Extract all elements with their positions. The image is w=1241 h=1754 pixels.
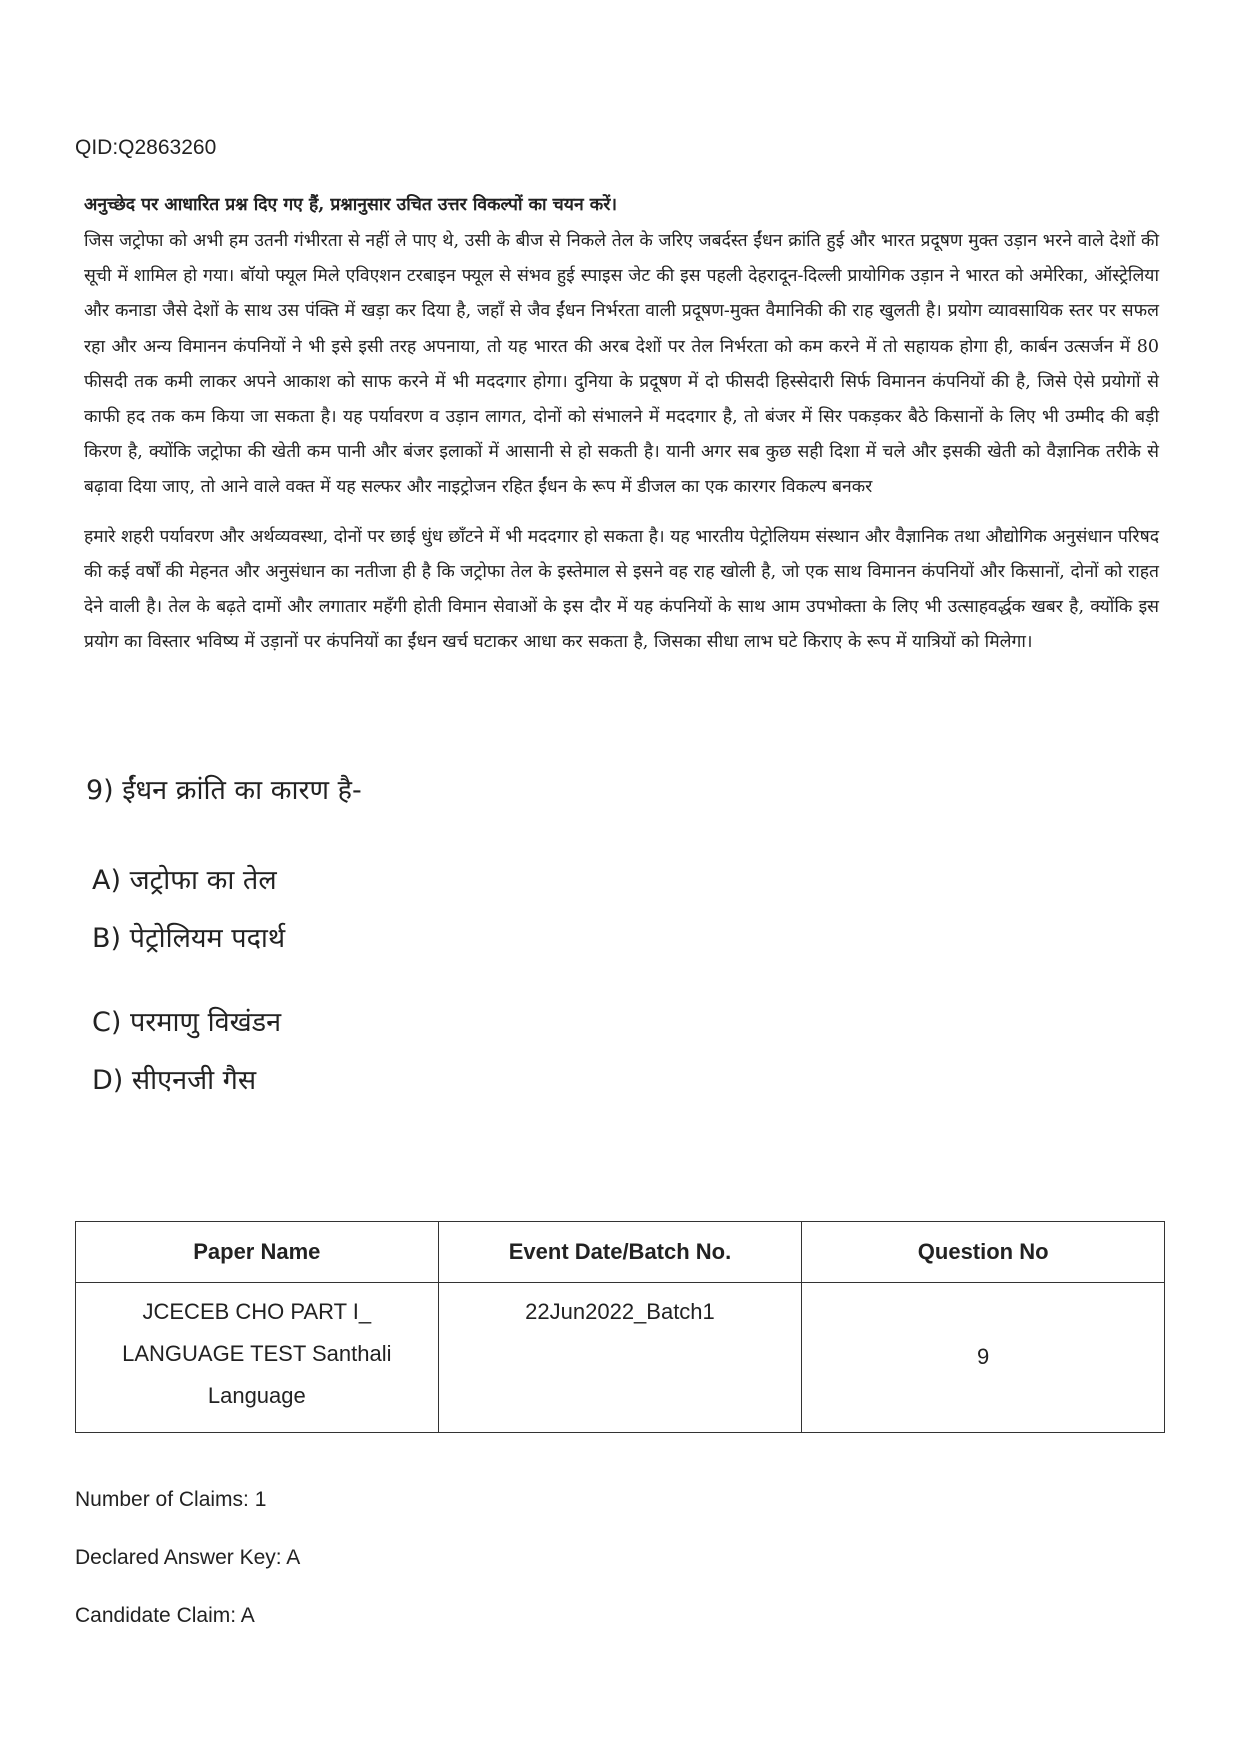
passage-paragraph-2: हमारे शहरी पर्यावरण और अर्थव्यवस्था, दोनों पर छाई धुंध छाँटने में भी मददगार हो सकता है। यह भारतीय पेट्रोलियम संस्थान और वैज्ञानिक तथा औद्योगिक अनुसंधान परिषद की कई वर्षों की मेहनत और अनुसंधान का नतीजा ही है कि जट्रोफा तेल के इस्तेमाल से इसने वह राह खोली है, जो एक साथ विमानन कंपनियों और किसानों, दोनों को राहत देने वाली है। तेल के बढ़ते दामों और लगातार महँगी होती विमान सेवाओं के इस दौर में यह कंपनियों के साथ आम उपभोक्ता के लिए भी उत्साहवर्द्धक खबर है, क्योंकि इस प्रयोग का विस्तार भविष्य में उड़ानों पर कंपनियों का ईंधन खर्च घटाकर आधा कर सकता है, जिसका सीधा लाभ घटे किराए के रूप में यात्रियों को मिलेगा। xyxy=(84,526,1159,653)
question-info-table xyxy=(75,1221,1165,1433)
header-event-date: Event Date/Batch No. xyxy=(438,1222,802,1283)
option-b: B) पेट्रोलियम पदार्थ xyxy=(92,923,286,954)
cell-paper-name xyxy=(76,1283,439,1433)
question-text: 9) ईंधन क्रांति का कारण है- xyxy=(86,775,362,806)
passage xyxy=(84,190,1159,660)
option-d: D) सीएनजी गैस xyxy=(92,1065,257,1096)
header-question-no: Question No xyxy=(802,1222,1165,1283)
cell-event-date: 22Jun2022_Batch1 xyxy=(438,1283,802,1433)
paper-name-line-2: LANGUAGE TEST Santhali xyxy=(122,1341,392,1366)
paper-name-line-1: JCECEB CHO PART I_ xyxy=(142,1299,372,1324)
passage-paragraph-1: जिस जट्रोफा को अभी हम उतनी गंभीरता से नहीं ले पाए थे, उसी के बीज से निकले तेल के जरिए जबर्दस्त ईंधन क्रांति हुई और भारत प्रदूषण मुक्त उड़ान भरने वाले देशों की सूची में शामिल हो गया। बॉयो फ्यूल मिले एविएशन टरबाइन फ्यूल से संभव हुई स्पाइस जेट की इस पहली देहरादून-दिल्ली प्रायोगिक उड़ान ने भारत को अमेरिका, ऑस्ट्रेलिया और कनाडा जैसे देशों के साथ उस पंक्ति में खड़ा कर दिया है, जहाँ से जैव ईंधन निर्भरता वाली प्रदूषण-मुक्त वैमानिकी की राह खुलती है। प्रयोग व्यावसायिक स्तर पर सफल रहा और अन्य विमानन कंपनियों ने भी इसे इसी तरह अपनाया, तो यह भारत की अरब देशों पर तेल निर्भरता को कम करने में तो सहायक होगा ही, कार्बन उत्सर्जन में 80 फीसदी तक कमी लाकर अपने आकाश को साफ करने में भी मददगार होगा। दुनिया के प्रदूषण में दो फीसदी हिस्सेदारी सिर्फ विमानन कंपनियों की है, जिसे ऐसे प्रयोगों से काफी हद तक कम किया जा सकता है। यह पर्यावरण व उड़ान लागत, दोनों को संभालने में मददगार है, तो बंजर में सिर पकड़कर बैठे किसानों के लिए भी उम्मीद की बड़ी किरण है, क्योंकि जट्रोफा की खेती कम पानी और बंजर इलाकों में आसानी से हो सकती है। यानी अगर सब कुछ सही दिशा में चले और इसकी खेती को वैज्ञानिक तरीके से बढ़ावा दिया जाए, तो आने वाले वक्त में यह सल्फर और नाइट्रोजन रहित ईंधन के रूप में डीजल का एक कारगर विकल्प बनकर xyxy=(84,231,1159,498)
table-row xyxy=(76,1283,1165,1433)
question-id: QID:Q2863260 xyxy=(75,136,217,159)
cell-question-no: 9 xyxy=(802,1283,1165,1433)
declared-answer-key: Declared Answer Key: A xyxy=(75,1546,301,1569)
candidate-claim: Candidate Claim: A xyxy=(75,1604,255,1627)
option-a: A) जट्रोफा का तेल xyxy=(92,865,277,896)
paper-name-line-3: Language xyxy=(207,1383,306,1408)
header-paper-name: Paper Name xyxy=(76,1222,439,1283)
option-c: C) परमाणु विखंडन xyxy=(92,1007,282,1038)
passage-instruction: अनुच्छेद पर आधारित प्रश्न दिए गए हैं, प्रश्नानुसार उचित उत्तर विकल्पों का चयन करें। xyxy=(84,195,617,215)
table-header-row xyxy=(76,1222,1165,1283)
number-of-claims: Number of Claims: 1 xyxy=(75,1488,267,1511)
